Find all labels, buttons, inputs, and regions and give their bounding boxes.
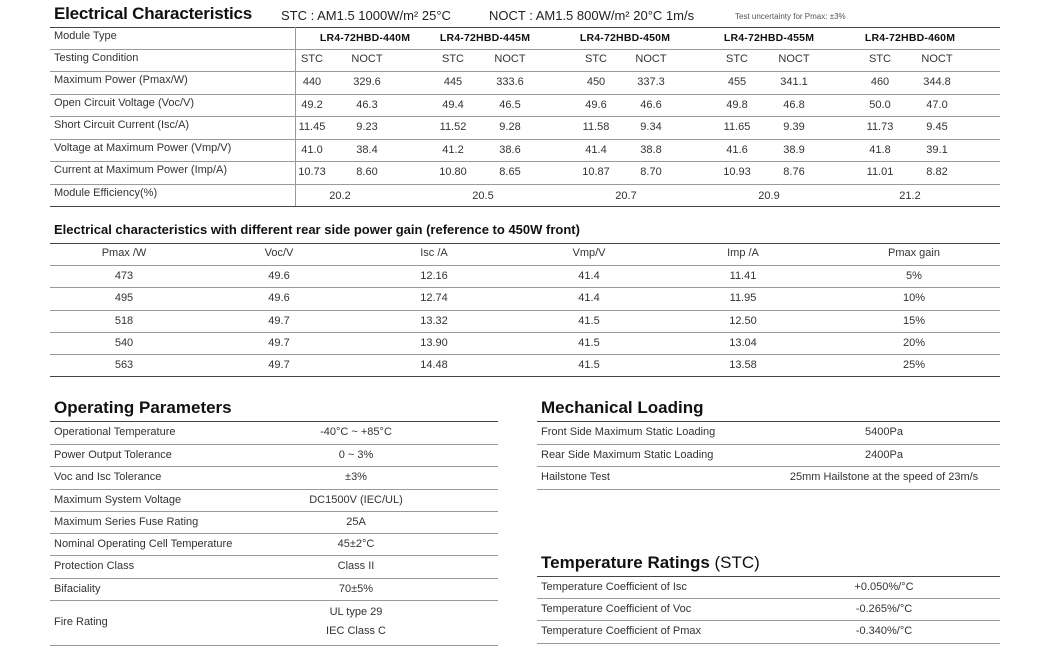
table-rule [537, 620, 1000, 621]
rear-cell: 12.16 [420, 270, 448, 282]
section-title-mechanical: Mechanical Loading [541, 398, 704, 417]
stc-value: 49.2 [301, 99, 323, 111]
temperature-title-text: Temperature Ratings [541, 553, 710, 572]
rear-cell: 12.50 [729, 315, 757, 327]
noct-value: 46.8 [783, 99, 805, 111]
table-rule [50, 511, 498, 512]
rear-header: Pmax /W [101, 247, 147, 259]
rear-cell: 563 [114, 359, 134, 371]
rear-header: Isc /A [420, 247, 448, 259]
table-rule [50, 184, 1000, 185]
table-rule [537, 466, 1000, 467]
stc-value: 440 [302, 76, 322, 88]
table-rule [50, 533, 498, 534]
table-rule [50, 206, 1000, 207]
stc-value: 49.4 [442, 99, 464, 111]
rear-cell: 20% [902, 337, 926, 349]
rear-cell: 473 [114, 270, 134, 282]
table-rule [50, 287, 1000, 288]
condition-noct: NOCT [494, 53, 526, 65]
rear-cell: 41.4 [578, 270, 600, 282]
noct-value: 46.5 [499, 99, 521, 111]
noct-value: 8.70 [640, 166, 662, 178]
temperature-value: -0.340%/°C [855, 625, 913, 637]
rear-cell: 49.7 [268, 359, 290, 371]
model-type: LR4-72HBD-445M [439, 32, 531, 44]
condition-stc: STC [585, 53, 607, 65]
table-rule [537, 576, 1000, 577]
table-rule [50, 49, 1000, 50]
rear-cell: 41.5 [578, 315, 600, 327]
operating-value: 70±5% [338, 583, 374, 595]
rear-cell: 14.48 [420, 359, 448, 371]
noct-value: 9.45 [926, 121, 948, 133]
rear-header: Imp /A [727, 247, 759, 259]
noct-value: 38.8 [640, 144, 662, 156]
stc-value: 445 [443, 76, 463, 88]
rear-cell: 540 [114, 337, 134, 349]
rear-cell: 15% [902, 315, 926, 327]
stc-value: 10.87 [582, 166, 610, 178]
fire-rating-label: Fire Rating [54, 616, 108, 628]
rear-cell: 10% [902, 292, 926, 304]
table-rule [50, 310, 1000, 311]
noct-value: 38.9 [783, 144, 805, 156]
table-rule [50, 489, 498, 490]
rear-cell: 49.6 [268, 270, 290, 282]
noct-value: 39.1 [926, 144, 948, 156]
condition-stc: STC [726, 53, 748, 65]
mechanical-label: Rear Side Maximum Static Loading [541, 449, 714, 461]
stc-value: 11.58 [582, 121, 610, 133]
stc-value: 10.93 [723, 166, 751, 178]
operating-value: DC1500V (IEC/UL) [309, 494, 403, 506]
stc-value: 41.8 [869, 144, 891, 156]
rear-cell: 41.5 [578, 359, 600, 371]
temperature-title-suffix: (STC) [714, 553, 760, 572]
rear-cell: 495 [114, 292, 134, 304]
row-label: Testing Condition [54, 52, 139, 64]
table-rule [50, 354, 1000, 355]
mechanical-value: 2400Pa [865, 449, 903, 461]
stc-value: 450 [586, 76, 606, 88]
noct-value: 9.34 [640, 121, 662, 133]
noct-value: 9.39 [783, 121, 805, 133]
noct-value: 38.4 [356, 144, 378, 156]
table-rule [50, 600, 498, 601]
table-rule [537, 598, 1000, 599]
efficiency-value: 20.2 [329, 190, 351, 202]
rear-cell: 41.5 [578, 337, 600, 349]
stc-value: 41.0 [301, 144, 323, 156]
stc-value: 460 [870, 76, 890, 88]
efficiency-value: 21.2 [899, 190, 921, 202]
rear-cell: 49.7 [268, 337, 290, 349]
noct-value: 8.65 [499, 166, 521, 178]
operating-label: Maximum Series Fuse Rating [54, 516, 199, 528]
row-label: Voltage at Maximum Power (Vmp/V) [54, 142, 232, 154]
stc-value: 11.45 [298, 121, 326, 133]
rear-cell: 518 [114, 315, 134, 327]
noct-value: 329.6 [353, 76, 381, 88]
noct-value: 8.76 [783, 166, 805, 178]
table-rule [50, 139, 1000, 140]
operating-label: Operational Temperature [54, 426, 176, 438]
stc-value: 11.65 [723, 121, 751, 133]
noct-conditions: NOCT : AM1.5 800W/m² 20°C 1m/s [489, 8, 695, 23]
table-rule [50, 466, 498, 467]
table-rule [537, 421, 1000, 422]
condition-noct: NOCT [921, 53, 953, 65]
table-rule [50, 645, 498, 646]
condition-stc: STC [301, 53, 323, 65]
stc-value: 49.8 [726, 99, 748, 111]
rear-cell: 13.32 [420, 315, 448, 327]
table-rule [50, 116, 1000, 117]
operating-label: Nominal Operating Cell Temperature [54, 538, 233, 550]
column-divider [295, 27, 296, 206]
row-label: Maximum Power (Pmax/W) [54, 74, 188, 86]
noct-value: 46.6 [640, 99, 662, 111]
model-type: LR4-72HBD-455M [723, 32, 815, 44]
row-label: Module Efficiency(%) [54, 187, 158, 199]
noct-value: 9.28 [499, 121, 521, 133]
operating-label: Maximum System Voltage [54, 494, 182, 506]
rear-cell: 41.4 [578, 292, 600, 304]
operating-value: Class II [337, 560, 375, 572]
temperature-label: Temperature Coefficient of Pmax [541, 625, 701, 637]
operating-value: 25A [346, 516, 366, 528]
temperature-value: +0.050%/°C [854, 581, 914, 593]
temperature-value: -0.265%/°C [855, 603, 913, 615]
stc-value: 50.0 [869, 99, 891, 111]
table-rule [537, 643, 1000, 644]
mechanical-value: 25mm Hailstone at the speed of 23m/s [789, 471, 979, 483]
noct-value: 9.23 [356, 121, 378, 133]
noct-value: 47.0 [926, 99, 948, 111]
operating-value: 0 ~ 3% [338, 449, 374, 461]
table-rule [50, 578, 498, 579]
rear-header: Pmax gain [888, 247, 940, 259]
noct-value: 341.1 [780, 76, 808, 88]
noct-value: 38.6 [499, 144, 521, 156]
noct-value: 337.3 [637, 76, 665, 88]
row-label: Module Type [54, 30, 117, 42]
rear-cell: 11.95 [729, 292, 757, 304]
table-rule [50, 94, 1000, 95]
stc-value: 11.73 [866, 121, 894, 133]
rear-cell: 49.6 [268, 292, 290, 304]
rear-cell: 13.58 [729, 359, 757, 371]
stc-value: 10.73 [298, 166, 326, 178]
stc-value: 455 [727, 76, 747, 88]
section-title-operating: Operating Parameters [54, 398, 232, 417]
temperature-label: Temperature Coefficient of Isc [541, 581, 687, 593]
rear-header: Vmp/V [572, 247, 606, 259]
stc-value: 41.4 [585, 144, 607, 156]
stc-value: 10.80 [439, 166, 467, 178]
mechanical-label: Hailstone Test [541, 471, 610, 483]
table-rule [50, 421, 498, 422]
rear-cell: 13.04 [729, 337, 757, 349]
model-type: LR4-72HBD-450M [579, 32, 671, 44]
stc-conditions: STC : AM1.5 1000W/m² 25°C [281, 8, 451, 23]
table-rule [50, 243, 1000, 244]
stc-value: 49.6 [585, 99, 607, 111]
stc-value: 11.01 [866, 166, 894, 178]
rear-cell: 25% [902, 359, 926, 371]
fire-rating-value: IEC Class C [326, 625, 386, 637]
rear-cell: 13.90 [420, 337, 448, 349]
fire-rating-value: UL type 29 [329, 606, 383, 618]
operating-value: 45±2°C [337, 538, 375, 550]
operating-value: ±3% [345, 471, 367, 483]
table-rule [50, 161, 1000, 162]
table-rule [537, 489, 1000, 490]
table-rule [50, 71, 1000, 72]
rear-cell: 11.41 [729, 270, 757, 282]
test-uncertainty-note: Test uncertainty for Pmax: ±3% [735, 12, 846, 21]
row-label: Open Circuit Voltage (Voc/V) [54, 97, 195, 109]
table-rule [50, 27, 1000, 28]
efficiency-value: 20.7 [615, 190, 637, 202]
condition-stc: STC [442, 53, 464, 65]
stc-value: 41.2 [442, 144, 464, 156]
rear-cell: 5% [906, 270, 922, 282]
rear-cell: 49.7 [268, 315, 290, 327]
table-rule [50, 555, 498, 556]
operating-label: Protection Class [54, 560, 135, 572]
section-title-temperature [541, 553, 760, 573]
row-label: Current at Maximum Power (Imp/A) [54, 164, 227, 176]
stc-value: 41.6 [726, 144, 748, 156]
table-rule [537, 444, 1000, 445]
rear-cell: 12.74 [420, 292, 448, 304]
table-rule [50, 265, 1000, 266]
section-title-electrical: Electrical Characteristics [54, 4, 252, 23]
condition-noct: NOCT [778, 53, 810, 65]
efficiency-value: 20.9 [758, 190, 780, 202]
efficiency-value: 20.5 [472, 190, 494, 202]
condition-stc: STC [869, 53, 891, 65]
operating-label: Voc and Isc Tolerance [54, 471, 162, 483]
stc-value: 11.52 [439, 121, 467, 133]
noct-value: 333.6 [496, 76, 524, 88]
operating-label: Power Output Tolerance [54, 449, 172, 461]
condition-noct: NOCT [351, 53, 383, 65]
mechanical-label: Front Side Maximum Static Loading [541, 426, 716, 438]
table-rule [50, 444, 498, 445]
rear-header: Voc/V [264, 247, 294, 259]
noct-value: 8.60 [356, 166, 378, 178]
rear-gain-title: Electrical characteristics with different rear side power gain (reference to 450W front) [54, 222, 580, 237]
model-type: LR4-72HBD-460M [864, 32, 956, 44]
table-rule [50, 376, 1000, 377]
mechanical-value: 5400Pa [865, 426, 903, 438]
row-label: Short Circuit Current (Isc/A) [54, 119, 190, 131]
condition-noct: NOCT [635, 53, 667, 65]
noct-value: 46.3 [356, 99, 378, 111]
noct-value: 8.82 [926, 166, 948, 178]
model-type: LR4-72HBD-440M [319, 32, 411, 44]
table-rule [50, 332, 1000, 333]
temperature-label: Temperature Coefficient of Voc [541, 603, 692, 615]
noct-value: 344.8 [923, 76, 951, 88]
operating-value: -40°C ~ +85°C [320, 426, 392, 438]
operating-label: Bifaciality [54, 583, 101, 595]
